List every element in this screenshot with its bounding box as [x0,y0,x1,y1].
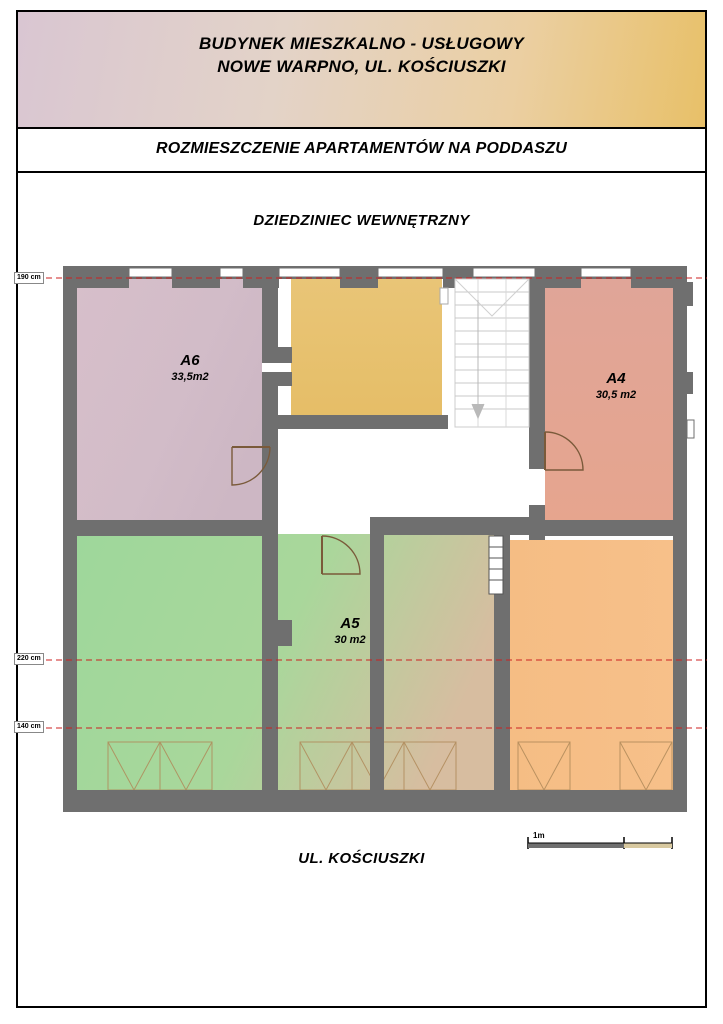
scale-bar [528,837,672,849]
title-line-1: BUDYNEK MIESZKALNO - USŁUGOWY [198,34,525,53]
dimension-label-220: 220 cm [14,653,44,665]
room-label-a4 [551,370,681,402]
dimension-label-190: 190 cm [14,272,44,284]
room-orange-fill [509,540,687,812]
service-shaft [489,536,503,594]
room-a6-name: A6 [180,352,200,369]
caption-courtyard: DZIEDZINIEC WEWNĘTRZNY [253,212,470,229]
room-a4-name: A4 [606,370,626,387]
room-yellow-fill [291,279,442,427]
caption-street: UL. KOŚCIUSZKI [298,850,425,867]
room-label-a6 [125,352,255,384]
subtitle-text: ROZMIESZCZENIE APARTAMENTÓW NA PODDASZU [155,140,568,157]
room-a6-fill [77,279,262,527]
room-a5-area: 30 m2 [334,634,366,646]
staircase [455,279,529,427]
scale-bar-label: 1m [533,831,545,840]
room-a4-fill [545,279,687,527]
room-a5-name: A5 [340,615,360,632]
room-label-a5 [285,615,415,647]
room-a5-fill [77,534,502,812]
dimension-label-140: 140 cm [14,721,44,733]
room-a6-area: 33,5m2 [171,371,209,383]
room-a4-area: 30,5 m2 [595,389,637,401]
title-line-2: NOWE WARPNO, UL. KOŚCIUSZKI [217,57,506,76]
